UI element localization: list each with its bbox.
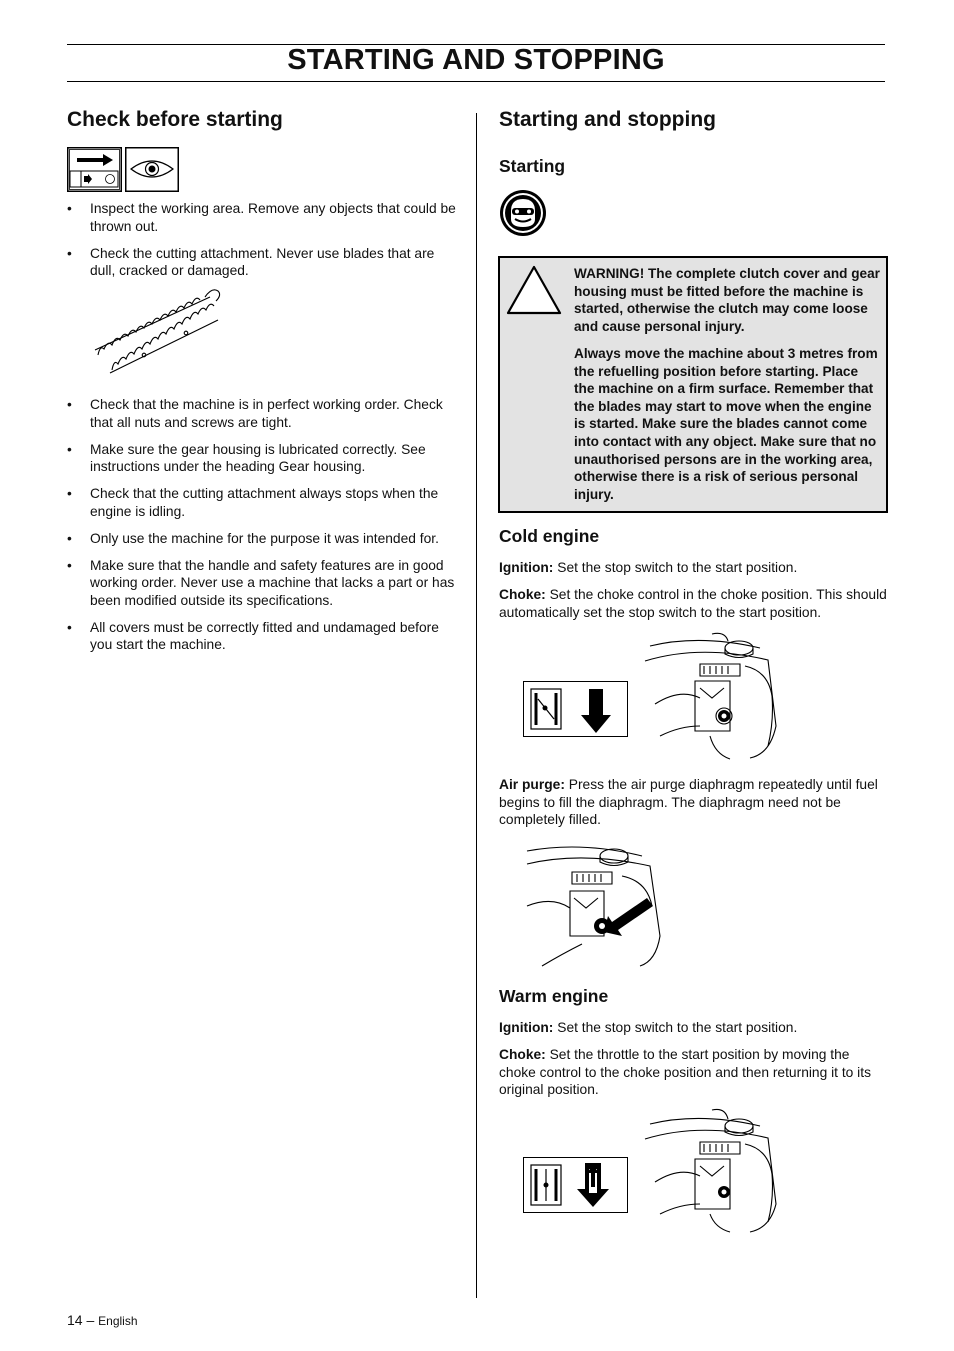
cold-ignition-text: Ignition: Set the stop switch to the start position. — [499, 560, 798, 575]
warm-engine-heading: Warm engine — [499, 986, 609, 1006]
language-label: English — [98, 1314, 138, 1328]
ignition-label: Ignition: — [499, 1020, 554, 1035]
starting-and-stopping-heading: Starting and stopping — [499, 108, 716, 131]
eye-inspect-icon — [125, 147, 179, 192]
page-number: 14 – — [67, 1312, 95, 1328]
page-title: STARTING AND STOPPING — [287, 44, 665, 76]
check-list-a — [67, 200, 457, 289]
choke-label: Choke: — [499, 587, 546, 602]
list-item: • Check the cutting attachment. Never use blades that are dull, cracked or damaged. — [67, 245, 457, 280]
starting-heading: Starting — [499, 156, 566, 176]
check-list-b — [67, 396, 457, 663]
warning-text-1: WARNING! The complete clutch cover and gear housing must be fitted before the machine is started, otherwise the clutch may come loose and cause personal injury. — [574, 266, 880, 334]
list-item: • Check that the cutting attachment always stops when the engine is idling. — [67, 485, 457, 520]
cold-engine-heading: Cold engine — [499, 526, 600, 546]
engine-choke-illustration — [600, 626, 790, 761]
face-protection-icon — [499, 189, 547, 237]
warm-choke-text: Choke: Set the throttle to the start position by moving the choke control to the choke position and then returning it to its original position. — [499, 1047, 871, 1097]
list-item: • Make sure that the handle and safety features are in good working order. Never use a machine that lacks a part or has been modified outside its specifications. — [67, 557, 457, 610]
list-item: • All covers must be correctly fitted and undamaged before you start the machine. — [67, 619, 457, 654]
warning-text-2: Always move the machine about 3 metres from the refuelling position before starting. Place the machine on a firm surface. Remember that the blades may start to move when the engine is started. Make sure the blades cannot come into contact with any object. Make sure that no unauthorised persons are in the working area, otherwise there is a risk of serious personal injury. — [574, 346, 878, 502]
list-item: • Only use the machine for the purpose it was intended for. — [67, 530, 457, 548]
list-item: • Inspect the working area. Remove any objects that could be thrown out. — [67, 200, 457, 235]
air-purge-text: Air purge: Press the air purge diaphragm repeatedly until fuel begins to fill the diaphragm. The diaphragm need not be completely filled. — [499, 777, 878, 827]
engine-warm-illustration — [600, 1104, 790, 1234]
engine-air-purge-illustration — [522, 836, 667, 968]
list-item: • Make sure the gear housing is lubricated correctly. See instructions under the heading Gear housing. — [67, 441, 457, 476]
choke-label: Choke: — [499, 1047, 546, 1062]
warning-box — [498, 256, 888, 513]
warm-ignition-text: Ignition: Set the stop switch to the start position. — [499, 1020, 798, 1035]
list-item: • Check that the machine is in perfect working order. Check that all nuts and screws are tight. — [67, 396, 457, 431]
page-footer — [67, 1312, 138, 1328]
check-before-starting-heading: Check before starting — [67, 108, 283, 131]
ignition-label: Ignition: — [499, 560, 554, 575]
column-divider — [476, 113, 477, 1298]
cold-choke-text: Choke: Set the choke control in the choke position. This should automatically set the stop switch to the start position. — [499, 587, 887, 620]
warning-triangle-icon — [506, 265, 562, 315]
air-purge-label: Air purge: — [499, 777, 565, 792]
blade-illustration — [90, 285, 225, 380]
read-manual-icon — [67, 147, 122, 192]
title-bottom-rule — [67, 81, 885, 82]
